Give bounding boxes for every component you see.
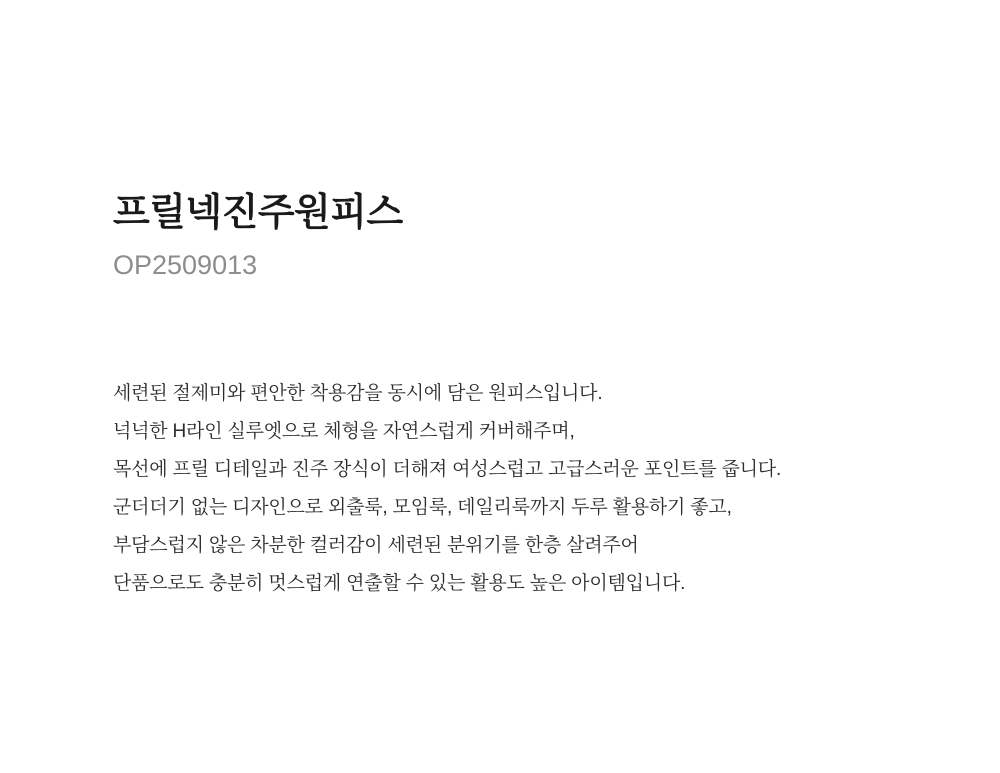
product-description — [113, 375, 973, 603]
product-header — [113, 190, 953, 283]
description-line: 넉넉한 H라인 실루엣으로 체형을 자연스럽게 커버해주며, — [113, 421, 575, 442]
description-line: 단품으로도 충분히 멋스럽게 연출할 수 있는 활용도 높은 아이템입니다. — [113, 573, 686, 594]
description-line: 부담스럽지 않은 차분한 컬러감이 세련된 분위기를 한층 살려주어 — [113, 535, 639, 556]
description-line: 세련된 절제미와 편안한 착용감을 동시에 담은 원피스입니다. — [113, 383, 603, 404]
product-code: OP2509013 — [113, 249, 258, 280]
description-line: 목선에 프릴 디테일과 진주 장식이 더해져 여성스럽고 고급스러운 포인트를 줍니다. — [113, 459, 782, 480]
description-line: 군더더기 없는 디자인으로 외출룩, 모임룩, 데일리룩까지 두루 활용하기 좋고, — [113, 497, 732, 518]
page-title: 프릴넥진주원피스 — [113, 192, 403, 234]
